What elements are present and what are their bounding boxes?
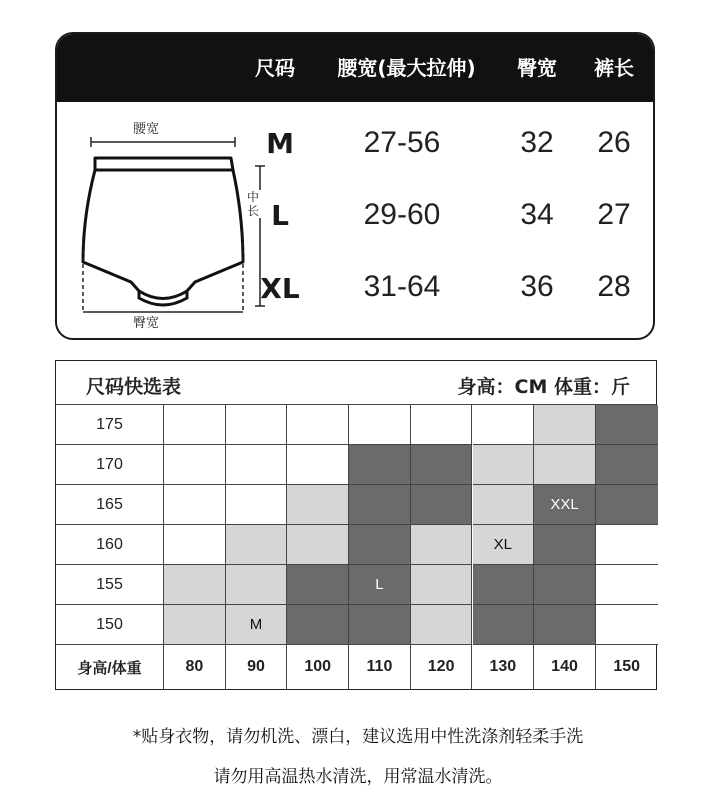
corner-label: 身高/体重: [56, 645, 164, 689]
weight-label: 150: [613, 658, 641, 675]
size-tag: XXL: [550, 496, 579, 513]
waist-m: 27-56: [363, 126, 441, 159]
size-grid-cell: [473, 405, 535, 445]
size-grid-cell: [287, 605, 349, 645]
size-grid-cell: [226, 565, 288, 605]
size-grid-cell: [534, 445, 596, 485]
size-grid-cell: [287, 485, 349, 525]
size-grid-cell: [596, 445, 658, 485]
header-waist: 腰宽(最大拉伸): [337, 56, 476, 80]
size-grid-cell: [411, 445, 473, 485]
hip-xl: 36: [520, 270, 554, 303]
size-grid-cell: [226, 525, 288, 565]
size-grid-cell: [596, 485, 658, 525]
size-grid-cell: [349, 405, 411, 445]
size-grid-cell: [164, 565, 226, 605]
quick-table-title: 尺码快选表: [86, 376, 182, 398]
height-label: 155: [56, 565, 164, 605]
size-card: [55, 32, 655, 340]
size-grid-cell: [411, 605, 473, 645]
size-grid-cell: [226, 405, 288, 445]
height-label: 170: [56, 445, 164, 485]
waist-l: 29-60: [363, 198, 441, 231]
briefs-outline-icon: [75, 116, 265, 326]
size-grid-cell: [473, 565, 535, 605]
size-grid-cell: [473, 525, 535, 565]
size-grid-cell: [287, 565, 349, 605]
size-grid-cell: [596, 525, 658, 565]
length-label: 中长: [246, 190, 259, 218]
size-grid-cell: [411, 525, 473, 565]
size-tag: XL: [493, 536, 513, 553]
size-grid-cell: [164, 405, 226, 445]
quick-table-unit-note: 身高：CM 体重：斤: [457, 376, 630, 398]
waist-label: 腰宽: [133, 122, 160, 137]
size-grid-cell: [473, 445, 535, 485]
size-grid-cell: [349, 605, 411, 645]
care-note-line-1: *贴身衣物，请勿机洗、漂白，建议选用中性洗涤剂轻柔手洗: [132, 727, 584, 747]
size-grid-cell: [534, 525, 596, 565]
weight-label: 130: [473, 645, 535, 689]
size-grid-cell: [287, 405, 349, 445]
size-grid-cell: [411, 405, 473, 445]
weight-label: 90: [226, 645, 288, 689]
header-hip: 臀宽: [517, 56, 557, 80]
weight-label: 100: [287, 645, 349, 689]
size-grid-cell: [411, 565, 473, 605]
size-grid-cell: [164, 445, 226, 485]
size-grid-cell: [534, 405, 596, 445]
hip-l: 34: [520, 198, 554, 231]
size-l: L: [271, 199, 289, 232]
size-grid-cell: [226, 605, 288, 645]
size-tag: M: [249, 616, 263, 633]
size-grid-cell: [287, 525, 349, 565]
size-grid-cell: [349, 525, 411, 565]
size-grid-cell: [411, 485, 473, 525]
size-grid-cell: [473, 485, 535, 525]
hip-m: 32: [520, 126, 554, 159]
size-grid-cell: [226, 485, 288, 525]
size-grid-cell: [226, 445, 288, 485]
length-m: 26: [597, 126, 631, 159]
size-m: M: [266, 127, 294, 160]
hip-label: 臀宽: [133, 316, 160, 331]
size-grid-cell: [164, 485, 226, 525]
weight-label: 80: [164, 645, 226, 689]
weight-label: 110: [349, 645, 411, 689]
length-xl: 28: [597, 270, 631, 303]
weight-label: 120: [411, 645, 473, 689]
size-grid-cell: [534, 605, 596, 645]
waist-xl: 31-64: [363, 270, 441, 303]
size-tag: L: [375, 576, 384, 593]
length-l: 27: [597, 198, 631, 231]
size-grid-cell: [287, 445, 349, 485]
size-grid-cell: [349, 445, 411, 485]
header-size: 尺码: [255, 56, 295, 80]
size-grid-cell: [349, 565, 411, 605]
weight-label: 140: [534, 645, 596, 689]
size-xl: XL: [260, 272, 300, 305]
size-grid-cell: [349, 485, 411, 525]
header-length: 裤长: [594, 56, 634, 80]
size-grid-cell: [534, 565, 596, 605]
height-label: 150: [56, 605, 164, 645]
size-card-header: [57, 34, 653, 102]
size-grid-cell: [596, 565, 658, 605]
height-label: 160: [56, 525, 164, 565]
size-grid-cell: [473, 605, 535, 645]
size-grid-cell: [164, 525, 226, 565]
height-label: 165: [56, 485, 164, 525]
size-grid-cell: [164, 605, 226, 645]
size-grid-cell: [596, 605, 658, 645]
size-grid-cell: [596, 405, 658, 445]
briefs-diagram: [75, 116, 265, 331]
size-grid-cell: [534, 485, 596, 525]
height-label: 175: [56, 405, 164, 445]
care-note-line-2: 请勿用高温热水清洗，用常温水清洗。: [213, 767, 503, 787]
quick-size-table: [55, 360, 657, 690]
